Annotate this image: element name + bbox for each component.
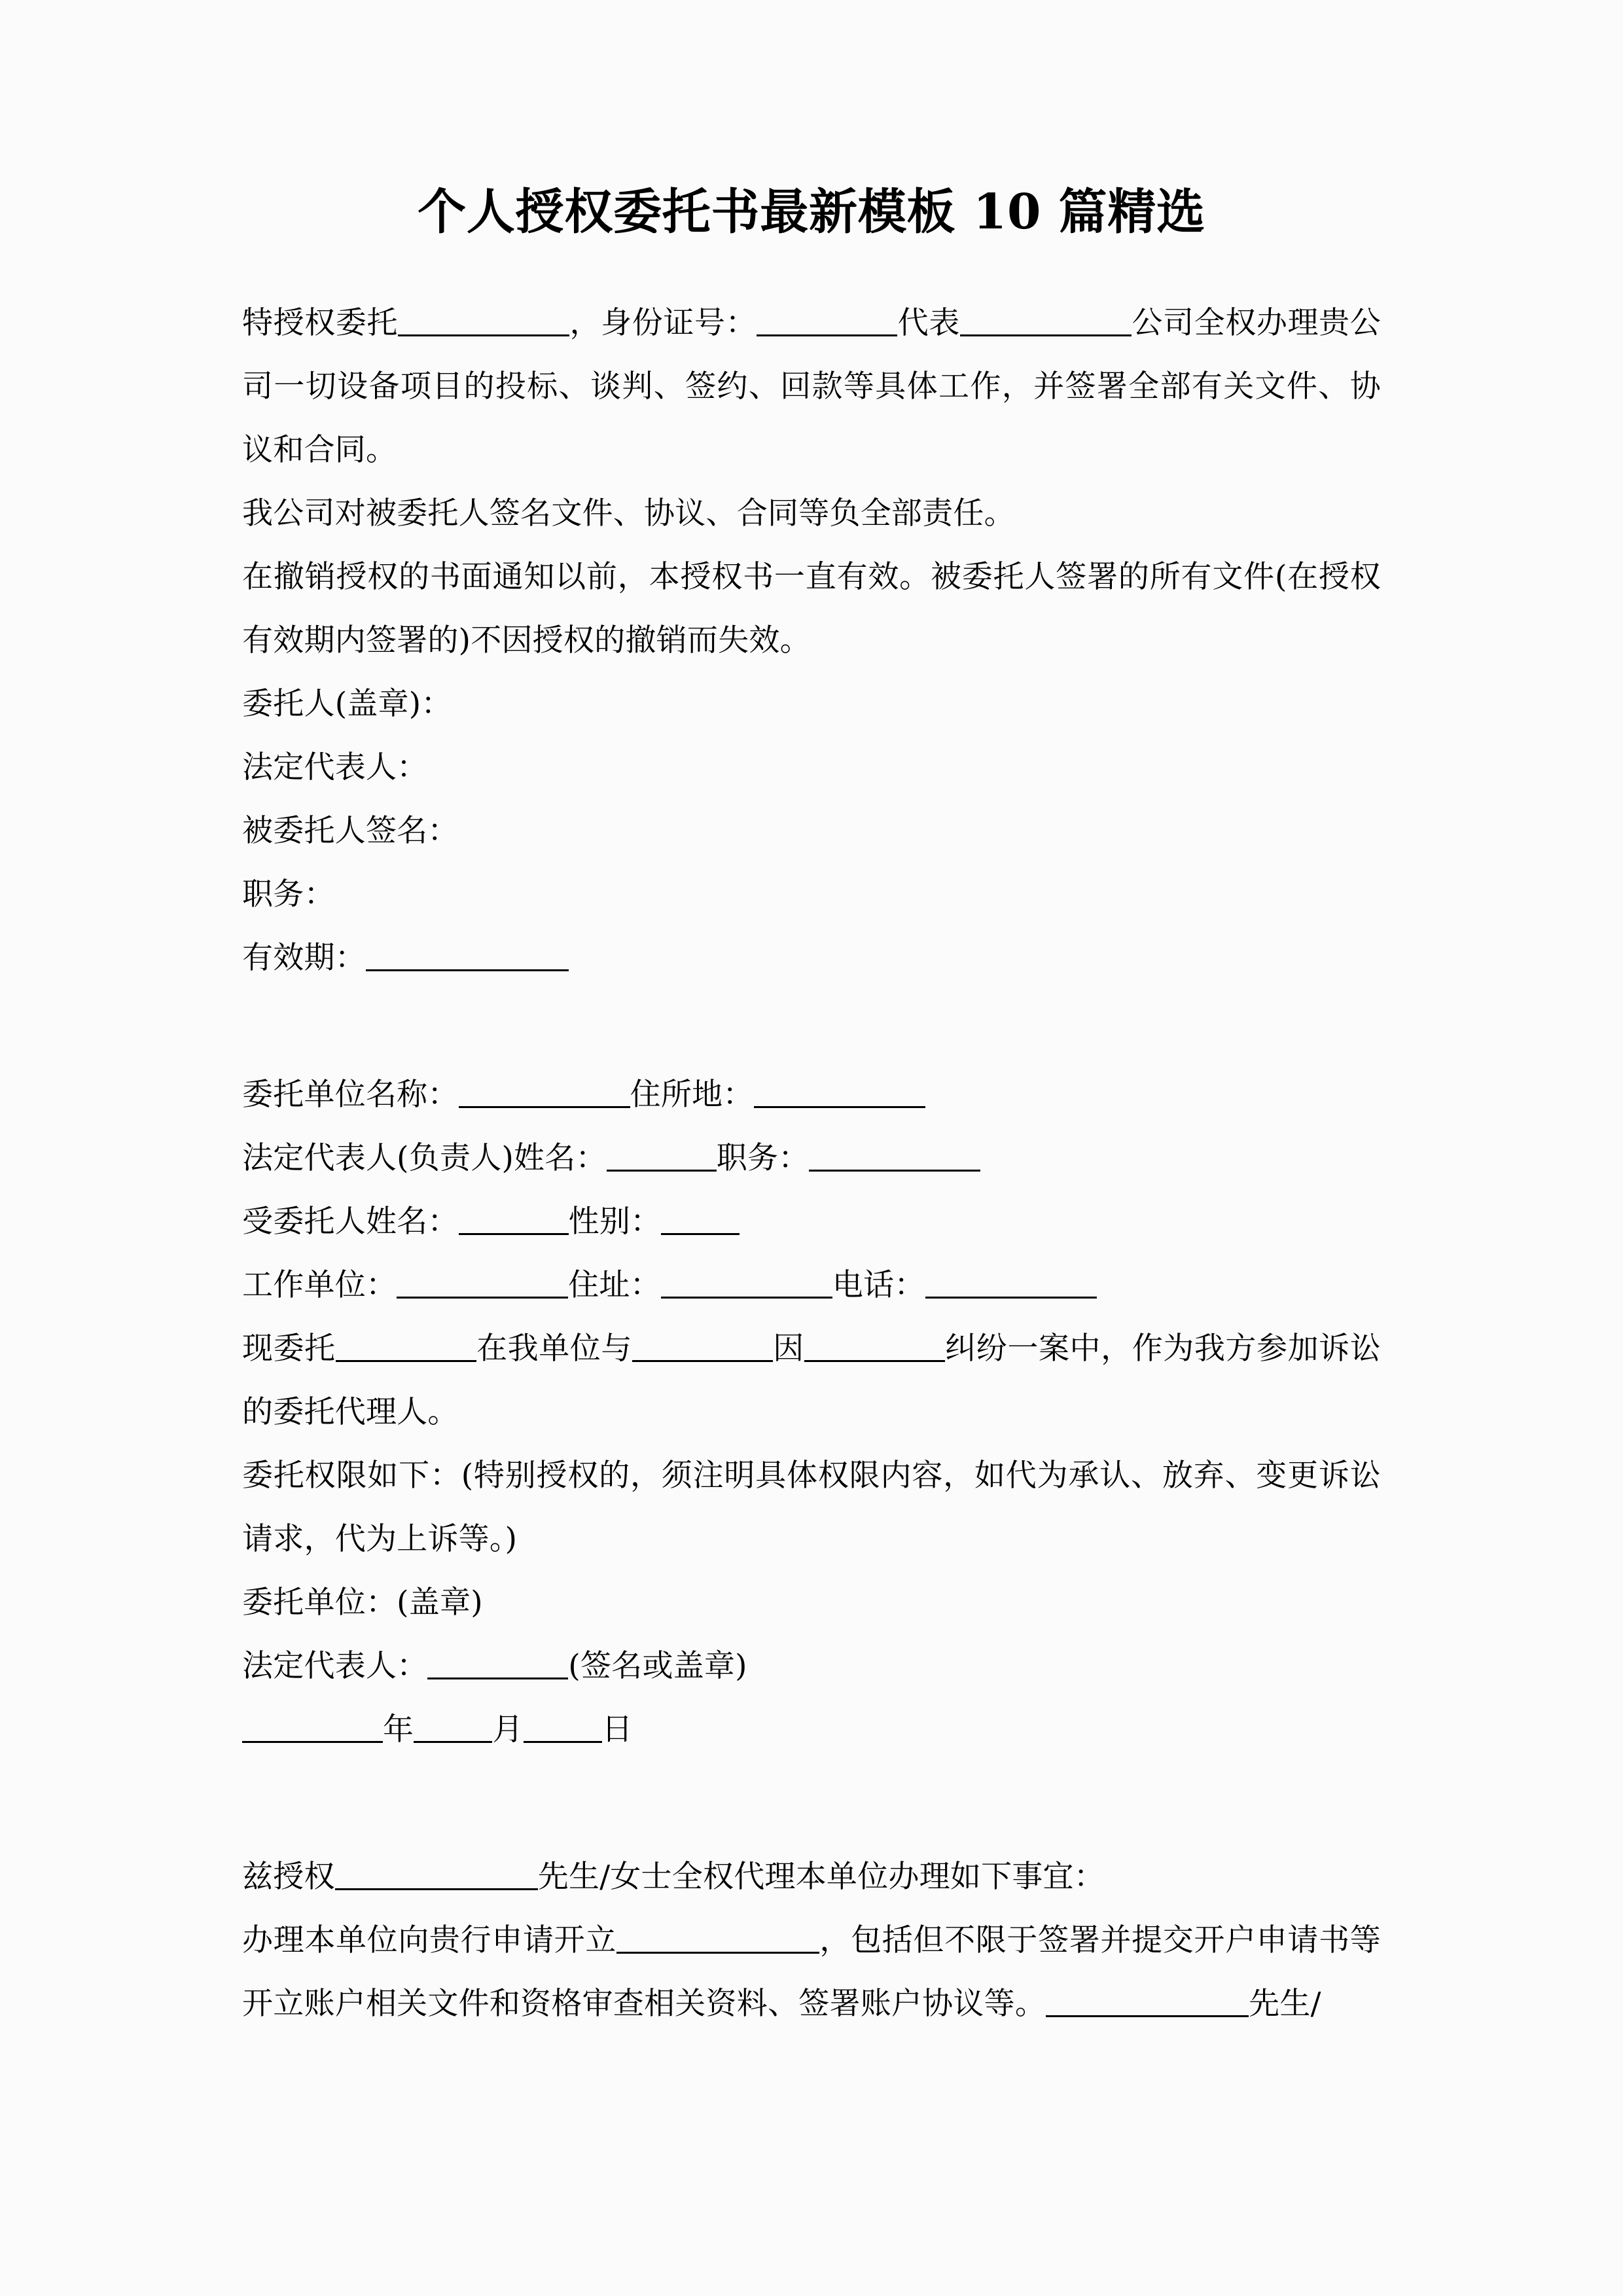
address-blank[interactable] — [661, 1265, 832, 1299]
date-month-blank[interactable] — [414, 1709, 492, 1743]
id-number-blank[interactable] — [757, 302, 897, 336]
trailing-agent-suffix: 先生/ — [1249, 1985, 1321, 2022]
phone-blank[interactable] — [925, 1265, 1097, 1299]
date-year-label: 年 — [383, 1711, 414, 1748]
gender-blank[interactable] — [661, 1201, 740, 1235]
company-name-blank[interactable] — [960, 302, 1132, 336]
domicile-blank[interactable] — [754, 1074, 925, 1108]
spacer-before-divider-3 — [242, 1761, 1381, 1790]
authorization-prefix-text: 特授权委托 — [242, 304, 399, 341]
entrust-counterparty-blank[interactable] — [632, 1328, 773, 1362]
agent-signature-field: 被委托人签名： — [242, 812, 459, 849]
domicile-label: 住所地： — [630, 1076, 754, 1113]
date-row — [242, 1698, 1381, 1761]
legal-rep-position-label: 职务： — [716, 1139, 810, 1176]
legal-rep-name-blank[interactable] — [607, 1138, 717, 1172]
legal-representative-field: 法定代表人： — [242, 749, 428, 785]
date-day-label: 日 — [601, 1711, 633, 1748]
work-unit-label: 工作单位： — [242, 1266, 397, 1303]
valid-period-blank[interactable] — [366, 937, 569, 971]
section-two — [242, 1063, 1381, 1761]
represent-text: 代表 — [897, 304, 960, 341]
gender-label: 性别： — [568, 1203, 662, 1240]
validity-paragraph: 在撤销授权的书面通知以前，本授权书一直有效。被委托人签署的所有文件(在授权有效期内签署的)不因授权的撤销而失效。 — [242, 558, 1381, 658]
trailing-agent-blank[interactable] — [1046, 1983, 1249, 2017]
legal-rep-position-blank[interactable] — [809, 1138, 980, 1172]
entrust-unit-seal-field: 委托单位：(盖章) — [242, 1584, 483, 1621]
signature-or-seal-note: (签名或盖章) — [568, 1647, 747, 1684]
unit-name-row — [242, 1063, 1381, 1126]
authorization-statement-paragraph — [242, 291, 1381, 482]
entrust-cause-text: 因 — [772, 1330, 804, 1367]
account-opening-paragraph — [242, 1909, 1381, 2036]
entrust-case-paragraph — [242, 1317, 1381, 1444]
section-one — [242, 291, 1381, 990]
authority-scope-paragraph: 委托权限如下：(特别授权的，须注明具体权限内容，如代为承认、放弃、变更诉讼请求，代为上诉等。) — [242, 1457, 1381, 1557]
legal-rep-name-row — [242, 1126, 1381, 1190]
bank-agent-name-blank[interactable] — [335, 1856, 538, 1890]
authorization-scope-text: 公司全权办理贵公司一切设备项目的投标、谈判、签约、回款等具体工作，并签署全部有关文件、协议和合同。 — [242, 304, 1381, 468]
agent-name-label: 受委托人姓名： — [242, 1203, 459, 1240]
bank-authorization-row — [242, 1845, 1381, 1909]
agent-name-blank[interactable] — [459, 1201, 569, 1235]
valid-period-label: 有效期： — [242, 939, 366, 976]
legal-rep-signature-blank[interactable] — [427, 1645, 568, 1679]
unit-name-blank[interactable] — [459, 1074, 630, 1108]
date-day-blank[interactable] — [524, 1709, 602, 1743]
entrust-suffix-text: 纠纷一案中，作为我方参加诉讼的委托代理人。 — [242, 1330, 1381, 1430]
spacer-before-divider-2 — [242, 990, 1381, 1008]
work-unit-row — [242, 1253, 1381, 1317]
position-field: 职务： — [242, 876, 335, 912]
entrust-prefix-text: 现委托 — [242, 1330, 336, 1367]
account-opening-prefix: 办理本单位向贵行申请开立 — [242, 1922, 616, 1958]
unit-name-label: 委托单位名称： — [242, 1076, 459, 1113]
phone-label: 电话： — [832, 1266, 925, 1303]
id-number-label: ，身份证号： — [569, 304, 757, 341]
legal-rep-name-label: 法定代表人(负责人)姓名： — [242, 1139, 607, 1176]
date-month-label: 月 — [492, 1711, 524, 1748]
valid-period-field — [242, 926, 1381, 990]
legal-rep-signature-label: 法定代表人： — [242, 1647, 428, 1684]
account-type-blank[interactable] — [616, 1920, 819, 1954]
agent-name-row — [242, 1190, 1381, 1253]
bank-authorization-suffix: 先生/女士全权代理本单位办理如下事宜： — [537, 1858, 1105, 1895]
section-three — [242, 1845, 1381, 2036]
work-unit-blank[interactable] — [397, 1265, 568, 1299]
entrust-agent-blank[interactable] — [336, 1328, 476, 1362]
account-opening-detail: ，包括但不限于签署并提交开户申请书等开立账户相关文件和资格审查相关资料、签署账户协议等。 — [242, 1922, 1381, 2022]
page-title: 个人授权委托书最新模板 10 篇精选 — [418, 184, 1205, 240]
responsibility-paragraph: 我公司对被委托人签名文件、协议、合同等负全部责任。 — [242, 495, 1015, 531]
entrust-cause-blank[interactable] — [804, 1328, 945, 1362]
delegate-name-blank[interactable] — [398, 302, 569, 336]
entrust-unit-text: 在我单位与 — [476, 1330, 632, 1367]
address-label: 住址： — [568, 1266, 661, 1303]
legal-rep-signature-row — [242, 1634, 1381, 1698]
date-year-blank[interactable] — [242, 1709, 383, 1743]
principal-seal-field: 委托人(盖章)： — [242, 685, 452, 722]
bank-authorization-prefix: 兹授权 — [242, 1858, 335, 1895]
